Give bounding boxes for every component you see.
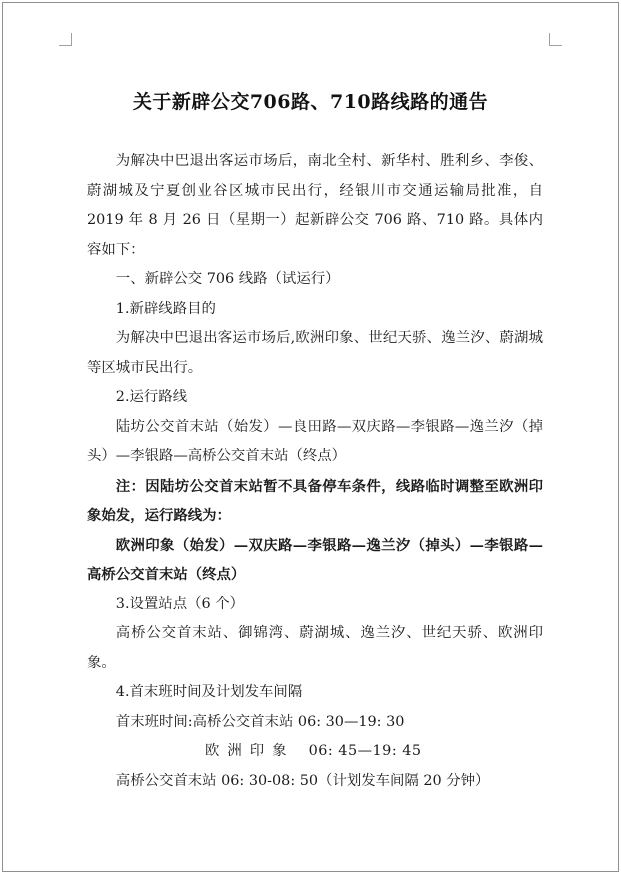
ouzhou-name: 欧洲印象: [205, 743, 295, 759]
interval-paragraph: 高桥公交首末站 06: 30-08: 50（计划发车间隔 20 分钟）: [115, 772, 490, 789]
gaoqiao-time: 高桥公交首末站 06: 30—19: 30: [192, 713, 405, 730]
first-last-line: [87, 708, 543, 738]
margin-corner-mark: [59, 33, 72, 46]
adjusted-route-paragraph: 欧洲印象（始发）—双庆路—李银路—逸兰汐（掉头）—李银路—高桥公交首末站（终点）: [87, 536, 543, 583]
notice-body: [87, 147, 543, 796]
note-paragraph: 注：因陆坊公交首末站暂不具备停车条件，线路临时调整至欧洲印象始发，运行路线为：: [87, 477, 543, 524]
intro-paragraph: 为解决中巴退出客运市场后，南北全村、新华村、胜利乡、李俊、蔚湖城及宁夏创业谷区城市民出行，经银川市交通运输局批准，自 2019 年 8 月 26 日（星期一）起新辟公交 706 路、710 路。具体内容如下：: [87, 153, 543, 258]
route-heading: 2.运行路线: [115, 389, 188, 405]
ouzhou-time: 06: 45—19: 45: [308, 743, 422, 759]
stops-heading: 3.设置站点（6 个）: [115, 595, 244, 612]
ouzhou-line: [87, 737, 543, 767]
times-heading: 4.首末班时间及计划发车间隔: [115, 684, 303, 700]
margin-corner-mark: [549, 33, 562, 46]
route-paragraph: 陆坊公交首末站（始发）—良田路—双庆路—李银路—逸兰汐（掉头）—李银路—高桥公交首末站（终点）: [87, 418, 543, 464]
stops-paragraph: 高桥公交首末站、御锦湾、蔚湖城、逸兰汐、世纪天骄、欧洲印象。: [87, 625, 543, 671]
section-heading: 一、新辟公交 706 线路（试运行）: [115, 271, 340, 287]
document-page: [2, 2, 619, 872]
purpose-heading: 1.新辟线路目的: [115, 300, 216, 317]
first-last-label: 首末班时间:: [115, 713, 193, 730]
purpose-paragraph: 为解决中巴退出客运市场后,欧洲印象、世纪天骄、逸兰汐、蔚湖城等区城市民出行。: [87, 330, 543, 376]
notice-title: 关于新辟公交706路、710路线路的通告: [132, 91, 489, 113]
